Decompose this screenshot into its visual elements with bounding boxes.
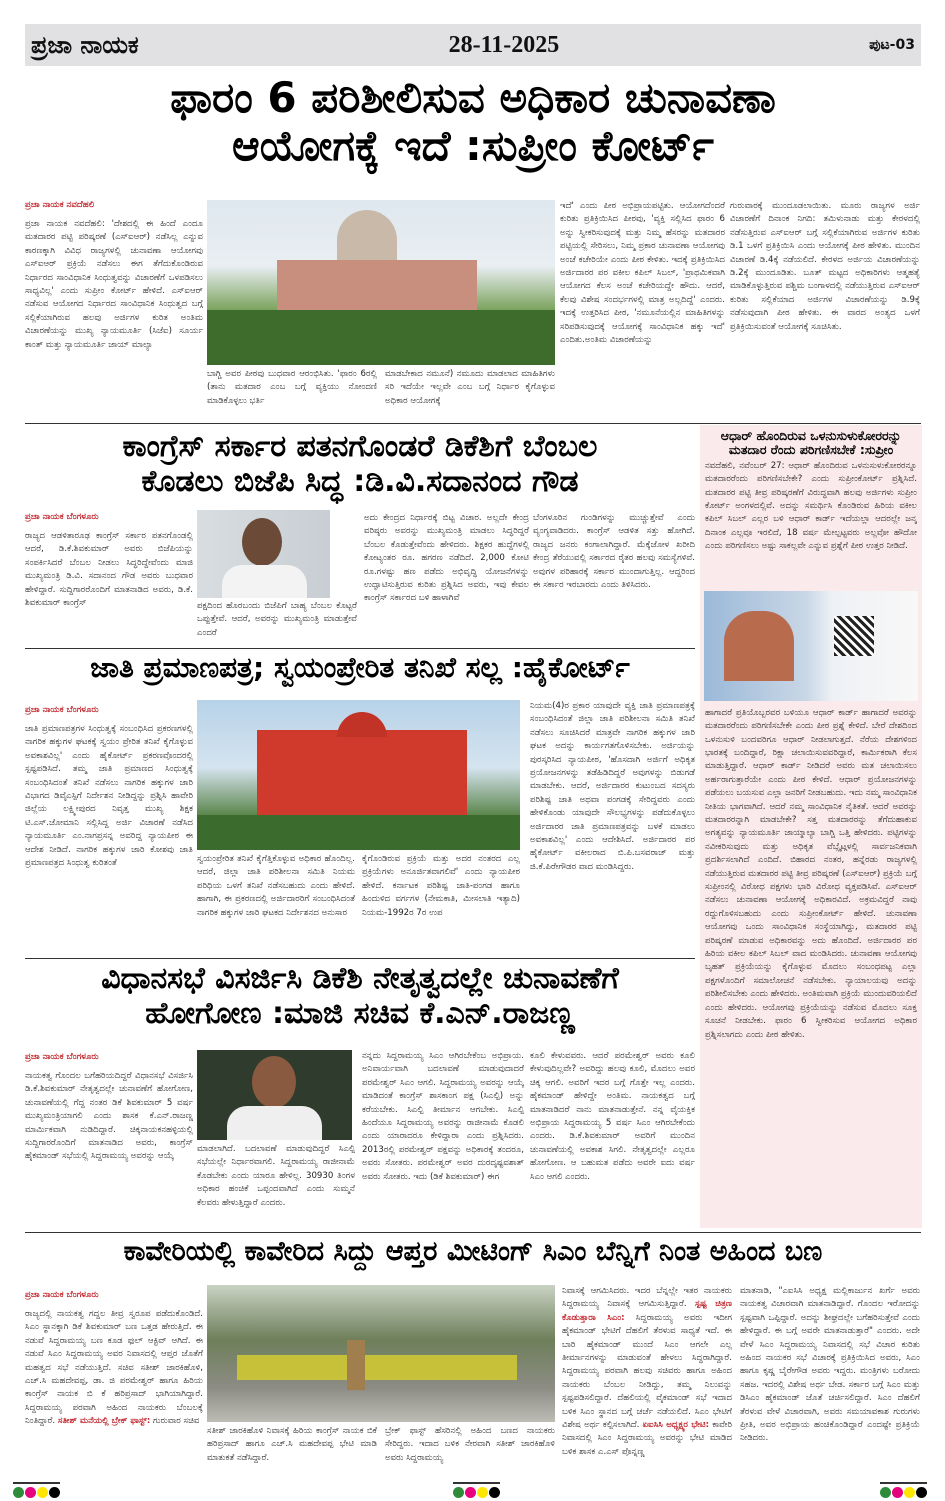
headline-4 [25,962,695,1031]
article-text: ಮಾತನಾಡಿ, "ಎಐಸಿಸಿ ಅಧ್ಯಕ್ಷ ಮಲ್ಲಿಕಾರ್ಜುನ ಖರ್ಗೆ ಅವರು ನಾಯಕತ್ವ ವಿಚಾರವಾಗಿ ಮಾತನಾಡಿದ್ದಾರೆ. ಗೊಂದಲ ಇರೋದನ್ನು ಸ್ಪಷ್ಟವಾಗಿ ಒಪ್ಪಿದ್ದಾರೆ. ಅದನ್ನು ಶೀಘ್ರದಲ್ಲೇ ಬಗೆಹರಿಸುತ್ತೇವೆ ಎಂದು ಹೇಳಿದ್ದಾರೆ. ಈ ಬಗ್ಗೆ ಅವರೇ ಮಾತನಾಡುತ್ತಾರೆ" ಎಂದರು. ಅದೇ ವೇಳೆ ಸಿಎಂ ಸಿದ್ದರಾಮಯ್ಯ ನಿವಾಸದಲ್ಲಿ ಸಭೆ ವಿಚಾರ ಕುರಿತು ಅಹಿಂದ ನಾಯಕರ ಸಭೆ ವಿಚಾರಕ್ಕೆ ಪ್ರತಿಕ್ರಿಯಿಸಿದ ಅವರು, ಸಿಎಂ ಹಾಗೂ ಕೃಷ್ಣ ಬೈರೇಗೌಡ ಅವರು ಇದ್ದರು. ಮಂತ್ರಿಗಳು ಬರೋದು ಸಹಜ. ಇದರಲ್ಲಿ ವಿಶೇಷ ಅರ್ಥ ಬೇಡ. ಸರ್ಕಾರ ಬಗ್ಗೆ ಸಿಎಂ ಮತ್ತು ಡಿಸಿಎಂ ಹೈಕಮಾಂಡ್ ಜೊತೆ ಚರ್ಚಿಸಲಿದ್ದಾರೆ. ಸಿಎಂ ದೆಹಲಿಗೆ ತೆರಳುವ ವೇಳೆ ವಿಚಾರವಾಗಿ, ಅವರು ಸಮಯಾವಕಾಶ ಗುರುಗಳು ಪ್ರೀತಿ, ಅವರ ಅಭಿಪ್ರಾಯ ಹಂಚಿಕೊಂಡಿದ್ದಾರೆ ಎಂದಷ್ಟೇ ಪ್ರತಿಕ್ರಿಯೆ ನೀಡಿದರು. [740,1286,920,1444]
kn-rajanna-photo [197,1050,352,1140]
article-text [562,1285,732,1470]
qr-code-icon [834,616,874,656]
article-text: ಮಾಡಬೇಕಾದ ನಮೂನೆ) ನಮೂದು ಮಾಡಲಾದ ಮಾಹಿತಿಗಳು ಸರಿ ಇದೆಯೇ ಇಲ್ಲವೇ ಎಂಬ ಬಗ್ಗೆ ನಿರ್ಧಾರ ಕೈಗೊಳ್ಳುವ ಅಧಿಕಾರ ಆಯೋಗಕ್ಕೆ [385,369,555,406]
text-run: ರಾಜ್ಯದಲ್ಲಿ ನಾಯಕತ್ವ ಗದ್ದಲ ತೀವ್ರ ಸ್ವರೂಪ ಪಡೆದುಕೊಂಡಿದೆ. ಸಿಎಂ ಸ್ಥಾನಕ್ಕಾಗಿ ಡಿಕೆ ಶಿವಕುಮಾರ್ ಬಣ ಒತ್ತಡ ಹೇರುತ್ತಿದೆ. ಈ ನಡುವೆ ಸಿದ್ದರಾಮಯ್ಯ ಬಣ ಕೂಡ ಫುಲ್ ಆಕ್ಟಿವ್ ಆಗಿದೆ. ಈ ನಡುವೆ ಸಿಎಂ ಸಿದ್ದರಾಮಯ್ಯ ಅವರ ನಿವಾಸದಲ್ಲಿ ಆಪ್ತರ ಜೊತೆಗೆ ಮಹತ್ವದ ಸಭೆ ನಡೆಯುತ್ತಿದೆ. ಸಚಿವ ಸತೀಶ್ ಜಾರಕಿಹೊಳಿ, ಎಚ್.ಸಿ ಮಹದೇವಪ್ಪ, ಡಾ. ಜಿ ಪರಮೇಶ್ವರ್ ಹಾಗೂ ಹಿರಿಯ ಕಾಂಗ್ರೆಸ್ ನಾಯಕ ಬಿ ಕೆ ಹರಿಪ್ರಸಾದ್ ಭಾಗಿಯಾಗಿದ್ದಾರೆ. ಸಿದ್ದರಾಮಯ್ಯ ಪರವಾಗಿ ಅಹಿಂದ ನಾಯಕರು ಬೆಂಬಲಕ್ಕೆ ನಿಂತಿದ್ದಾರೆ. [25,1309,203,1427]
text-run: ಗುರುವಾರ ಸಚಿವ [150,1416,200,1427]
article-text: ಬ್ರೇಕ್ ಫಾಸ್ಟ್ ಹೆಸರಿನಲ್ಲಿ ಅಹಿಂದ ಬಣದ ನಾಯಕರು ಸೇರಿದ್ದರು. ಇದಾದ ಬಳಿಕ ನೇರವಾಗಿ ಸತೀಶ್ ಜಾರಕಿಹೊಳಿ ಅವರು ಸಿದ್ದರಾಮಯ್ಯ [385,1426,555,1463]
divider [25,648,695,649]
high-court-photo [197,700,520,850]
article-text: ಗುರುವಾರಕ್ಕೆ ಮುಂದೂಡಲಾಯಿತು. ಮೂರು ರಾಜ್ಯಗಳ ಅರ್ಜಿ ವಿಚಾರಣೆಗೆ ದಿನಾಂಕ ನಿಗದಿ: ತಮಿಳುನಾಡು ಮತ್ತು ಕೇರಳದಲ್ಲಿ ನಡೆಸುತ್ತಿರುವ ಎಸ್ಐಆರ್ ಬಗ್ಗೆ ಸಲ್ಲಿಕೆಯಾಗಿರುವ ಅರ್ಜಿಗಳ ಕುರಿತು ಡಿ.1 ಒಳಗೆ ಪ್ರತಿಕ್ರಿಯಿಸಿ ಎಂದು ಆಯೋಗಕ್ಕೆ ಪೀಠ ಹೇಳಿತು. ಮುಂದಿನ ವಿಚಾರಣೆ ಡಿ.4ಕ್ಕೆ ನಡೆಯಲಿದೆ. ಕೇರಳದ ಅರ್ಜಿಯ ವಿಚಾರಣೆಯನ್ನು ಡಿ.2ಕ್ಕೆ ಮುಂದೂಡಿತು. ಬೂತ್ ಮಟ್ಟದ ಅಧಿಕಾರಿಗಳು ಆತ್ಮಹತ್ಯೆ ಮಾಡಿಕೊಳ್ಳುತ್ತಿರುವ ಪಶ್ಚಿಮ ಬಂಗಾಳದಲ್ಲಿ ನಡೆಯುತ್ತಿರುವ ಎಸ್ಐಆರ್ ಕುರಿತು ಸಲ್ಲಿಕೆಯಾದ ಅರ್ಜಿಗಳ ವಿಚಾರಣೆಯನ್ನು ಡಿ.9ಕ್ಕೆ ನಡೆಸುವುದಾಗಿ ಪೀಠ ಹೇಳಿತು. ಈ ವಾರದ ಅಂತ್ಯದ ಒಳಗೆ ಪ್ರತಿಕ್ರಿಯಿಸುವಂತೆ ಆಯೋಗಕ್ಕೆ ಸೂಚಿಸಿತು. [730,201,920,332]
headline-line: ಕಾಂಗ್ರೆಸ್ ಸರ್ಕಾರ ಪತನಗೊಂಡರೆ ಡಿಕೆಶಿಗೆ ಬೆಂಬಲ [122,429,598,464]
color-dot [453,1487,464,1498]
color-dot [904,1487,915,1498]
headline-line: ಕಾವೇರಿಯಲ್ಲಿ ಕಾವೇರಿದ ಸಿದ್ದು ಆಪ್ತರ ಮೀಟಿಂಗ್ ಸಿಎಂ ಬೆನ್ನಿಗೆ ನಿಂತ ಅಹಿಂದ ಬಣ [123,1236,823,1267]
newspaper-name: ಪ್ರಜಾ ನಾಯಕ [31,31,139,59]
byline: ಪ್ರಜಾ ನಾಯಕ ನವದೆಹಲಿ [25,200,95,210]
masthead [25,24,921,66]
article-text: ಹಾಗಾದರೆ ಪ್ರತಿಯೊಬ್ಬರವರ ಬಳಿಯೂ ಆಧಾರ್ ಕಾರ್ಡ್ ಹಾಗಾದರೆ ಅವರನ್ನು ಮತದಾರರೆಂದು ಪರಿಗಣಿಸಬೇಕೇ ಎಂದು ಪೀಠ ಪ್ರಶ್ನೆ ಕೇಳಿದೆ. ಬೇರೆ ದೇಶದಿಂದ ಒಳನುಸುಳಿ ಬಂದವರಿಗೂ ಆಧಾರ್ ನೀಡಲಾಗುತ್ತದೆ. ನೆರೆಯ ದೇಶಗಳಿಂದ ಭಾರತಕ್ಕೆ ಬಂದಿದ್ದಾರೆ, ರಿಕ್ಷಾ ಚಲಾಯಿಸುವವರಿದ್ದಾರೆ, ಕಾರ್ಮಿಕರಾಗಿ ಕೆಲಸ ಮಾಡುತ್ತಿದ್ದಾರೆ. ಆಧಾರ್ ಕಾರ್ಡ್ ನೀಡಿದರೆ ಅವರು ಮತ ಚಲಾಯಿಸಲು ಅರ್ಹರಾಗುತ್ತಾರೆಯೇ ಎಂದು ಪೀಠ ಕೇಳಿದೆ. ಆಧಾರ್ ಪ್ರಯೋಜನಗಳನ್ನು ಪಡೆಯಲು ಬಯಸುವ ಎಲ್ಲಾ ಜನರಿಗೆ ನೀಡಬಹುದು. ಇದು ನಮ್ಮ ಸಾಂವಿಧಾನಿಕ ನೀತಿಯ ಭಾಗವಾಗಿದೆ. ಆದರೆ ನಮ್ಮ ಸಾಂವಿಧಾನಿಕ ನೈತಿಕತೆ. ಆದರೆ ಅವರನ್ನು ಮತದಾರರನ್ನಾಗಿ ಮಾಡಬೇಕೇ? ಸತ್ತ ಮತದಾರರನ್ನು ತೆಗೆದುಹಾಕುವ ಅಗತ್ಯವನ್ನು ನ್ಯಾಯಮೂರ್ತಿ ಜಾಯ್ಮಾಲ್ಯಾ ಬಾಗ್ಚಿ ಒತ್ತಿ ಹೇಳಿದರು. ಪಟ್ಟಿಗಳನ್ನು ನವೀಕರಿಸುವುದು ಮತ್ತು ಅಧಿಕೃತ ವೆಬ್ಸೈಟ್ಗಳಲ್ಲಿ ಸಾರ್ವಜನಿಕವಾಗಿ ಪ್ರದರ್ಶಿಸಲಾಗಿದೆ ಎಂದಿದೆ. ಬಿಹಾರದ ನಂತರ, ಹನ್ನೆರಡು ರಾಜ್ಯಗಳಲ್ಲಿ ನಡೆಯುತ್ತಿರುವ ಮತದಾರರ ಪಟ್ಟಿ ತೀವ್ರ ಪರಿಷ್ಕರಣೆ (ಎಸ್ಐಆರ್) ಪ್ರಕ್ರಿಯೆ ಬಗ್ಗೆ ಸುಪ್ರೀಂನಲ್ಲಿ ವಿರೋಧ ಪಕ್ಷಗಳು ಭಾರಿ ವಿರೋಧ ವ್ಯಕ್ತಪಡಿಸಿವೆ. ಎಸ್ಐಆರ್ ನಡೆಸಲು ಚುನಾವಣಾ ಆಯೋಗಕ್ಕೆ ಅಧಿಕಾರವಿದೆ. ಅಕ್ರಮವಿದ್ದರೆ ನಾವು ರದ್ದುಗೊಳಿಸಬಹುದು ಎಂದು ಸುಪ್ರೀಂಕೋರ್ಟ್ ಹೇಳಿದೆ. ಚುನಾವಣಾ ಆಯೋಗವು ಒಂದು ಸಾಂವಿಧಾನಿಕ ಸಂಸ್ಥೆಯಾಗಿದ್ದು, ಮತದಾರರ ಪಟ್ಟಿ ಪರಿಷ್ಕರಣೆ ಮಾಡುವ ಅಧಿಕಾರವನ್ನು ಅದು ಹೊಂದಿದೆ. ಅರ್ಜಿದಾರರ ಪರ ಹಿರಿಯ ವಕೀಲ ಕಪಿಲ್ ಸಿಬಲ್ ವಾದ ಮಂಡಿಸಿದರು. ಚುನಾವಣಾ ಆಯೋಗವು ಬೃಹತ್ ಪ್ರಕ್ರಿಯೆಯನ್ನು ಕೈಗೊಳ್ಳುವ ಮೊದಲು ಸಂಬಂಧಪಟ್ಟ ಎಲ್ಲಾ ಪಕ್ಷಗಳೊಂದಿಗೆ ಸಮಾಲೋಚನೆ ನಡೆಸಬೇಕು. ನ್ಯಾಯಾಲಯವು ಅದನ್ನು ಪರಿಶೀಲಿಸಬೇಕು ಎಂದು ಹೇಳಿದರು. ಅಂತಿಮವಾಗಿ ಪ್ರಕ್ರಿಯೆ ಮುಂದುವರಿಯಲಿದೆ ಎಂದು ಹೇಳಿದರು. ಆಯೋಗವು ಪ್ರಕ್ರಿಯೆಯನ್ನು ನಡೆಸುವ ಮೊದಲು ಸೂಕ್ತ ಸೂಚನೆ ನೀಡಬೇಕು. ಫಾರಂ 6 ಸ್ವೀಕರಿಸುವ ಆಯೋಗದ ಅಧಿಕಾರ ಪ್ರಶ್ನಿಸಲಾಗದು ಎಂದು ಪೀಠ ಹೇಳಿತು. [705,707,917,1040]
sadananda-gowda-photo [197,510,330,598]
supreme-court-photo [207,200,555,365]
article-1-col-1 [25,200,203,423]
article-text: ಜಾತಿ ಪ್ರಮಾಣಪತ್ರಗಳ ಸಿಂಧುತ್ವಕ್ಕೆ ಸಂಬಂಧಿಸಿದ ಪ್ರಕರಣಗಳಲ್ಲಿ ನಾಗರಿಕ ಹಕ್ಕುಗಳ ಘಟಕಕ್ಕೆ ಸ್ವಯಂ ಪ್ರೇರಿತ ತನಿಖೆ ಕೈಗೊಳ್ಳುವ ಅವಕಾಶವಿಲ್ಲ' ಎಂದು ಹೈಕೋರ್ಟ್ ಪ್ರಕರಣವೊಂದರಲ್ಲಿ ಸ್ಪಷ್ಟಪಡಿಸಿದೆ. ತಮ್ಮ ಜಾತಿ ಪ್ರಮಾಣದ ಸಿಂಧುತ್ವಕ್ಕೆ ಸಂಬಂಧಿಸಿದಂತೆ ತನಿಖೆ ನಡೆಸಲು ನಾಗರಿಕ ಹಕ್ಕುಗಳ ಜಾರಿ ವಿಭಾಗದ ಡಿವೈಎಸ್ಪಿಗೆ ನಿರ್ದೇಶನ ನೀಡಿದ್ದನ್ನು ಪ್ರಶ್ನಿಸಿ ಹಾವೇರಿ ಜಿಲ್ಲೆಯ ಲಕ್ಷ್ಮೀಪುರದ ನಿವೃತ್ತ ಮುಖ್ಯ ಶಿಕ್ಷಕ ಟಿ.ಎಸ್.ಜೋಮಾನಿ ಸಲ್ಲಿಸಿದ್ದ ಅರ್ಜಿ ವಿಚಾರಣೆ ನಡೆಸಿದ ನ್ಯಾಯಮೂರ್ತಿ ಎಂ.ನಾಗಪ್ರಸನ್ನ ಅವರಿದ್ದ ನ್ಯಾಯಪೀಠ ಈ ಆದೇಶ ನೀಡಿದೆ. ನಾಗರಿಕ ಹಕ್ಕುಗಳ ಜಾರಿ ಕೋಶವು ಜಾತಿ ಪ್ರಮಾಣಪತ್ರದ ಸಿಂಧುತ್ವ ಕುರಿತಂತೆ [25,724,193,869]
color-dot [916,1487,927,1498]
article-text [25,1308,203,1473]
article-text: ಬಾಗ್ಚಿ ಅವರ ಪೀಠವು ಬುಧವಾರ ಆರಂಭಿಸಿತು. 'ಫಾರಂ 6ರಲ್ಲಿ (ತಾನು ಮತದಾರ ಎಂಬ ಬಗ್ಗೆ ವ್ಯಕ್ತಿಯು ನೋಂದಣಿ ಮಾಡಿಕೊಳ್ಳಲು ಭರ್ತಿ [207,369,377,406]
subheading: ಸ್ಪಷ್ಟ ಚಿತ್ರಣ ಕೊಡುತ್ತಾರಾ ಸಿಎಂ: [562,1299,732,1323]
color-dot [37,1487,48,1498]
article-text: ಪ್ರಜಾ ನಾಯಕ ನವದೆಹಲಿ: 'ದೇಶದಲ್ಲಿ ಈ ಹಿಂದೆ ಎಂದೂ ಮತದಾರರ ಪಟ್ಟಿ ಪರಿಷ್ಕರಣೆ (ಎಸ್ಐಆರ್) ನಡೆಸಿಲ್ಲ ಎನ್ನುವ ಕಾರಣಕ್ಕಾಗಿ ವಿವಿಧ ರಾಜ್ಯಗಳಲ್ಲಿ ಚುನಾವಣಾ ಆಯೋಗವು ಎಸ್ಐಆರ್ ಪ್ರಕ್ರಿಯೆ ನಡೆಸಲು ಈಗ ತೆಗೆದುಕೊಂಡಿರುವ ನಿರ್ಧಾರದ ಸಾಂವಿಧಾನಿಕ ಸಿಂಧುತ್ವವನ್ನು ವಿಚಾರಣೆಗೆ ಒಳಪಡಿಸಲು ಸಾಧ್ಯವಿಲ್ಲ' ಎಂದು ಸುಪ್ರೀಂ ಕೋರ್ಟ್ ಹೇಳಿದೆ. ಎಸ್ಐಆರ್ ನಡೆಸುವ ಆಯೋಗದ ನಿರ್ಧಾರದ ಸಾಂವಿಧಾನಿಕ ಸಿಂಧುತ್ವದ ಬಗ್ಗೆ ಸಲ್ಲಿಕೆಯಾಗಿರುವ ಹಲವು ಅರ್ಜಿಗಳ ಕುರಿತ ಅಂತಿಮ ವಿಚಾರಣೆಯನ್ನು ಮುಖ್ಯ ನ್ಯಾಯಮೂರ್ತಿ (ಸಿಜೆಐ) ಸೂರ್ಯ ಕಾಂತ್ ಮತ್ತು ನ್ಯಾಯಮೂರ್ತಿ ಜಾಯ್ ಮಾಲ್ಯಾ [25,219,203,350]
byline: ಪ್ರಜಾ ನಾಯಕ ಬೆಂಗಳೂರು [25,1052,99,1062]
color-dot [49,1487,60,1498]
article-text: ಸ್ವಯಂಪ್ರೇರಿತ ತನಿಖೆ ಕೈಗೆತ್ತಿಕೊಳ್ಳುವ ಅಧಿಕಾರ ಹೊಂದಿಲ್ಲ. ಆದರೆ, ಜಿಲ್ಲಾ ಜಾತಿ ಪರಿಶೀಲನಾ ಸಮಿತಿ ನಿಯಮ ಪರಿಧಿಯ ಒಳಗೆ ತನಿಖೆ ನಡೆಸಬಹುದು ಎಂದು ಹೇಳಿದೆ. ಹಾಗಾಗಿ, ಈ ಪ್ರಕರಣದಲ್ಲಿ ಅರ್ಜಿದಾರರಿಗೆ ಸಂಬಂಧಿಸಿದಂತೆ ನಾಗರಿಕ ಹಕ್ಕುಗಳ ಜಾರಿ ಘಟಕದ ನಿರ್ದೇಶನದ ಅನುಸಾರ [197,854,355,918]
headline-5 [25,1236,921,1267]
headline-1 [25,74,921,171]
divider [25,423,921,424]
article-text: ನವದೆಹಲಿ, ನವೆಂಬರ್ 27: ಆಧಾರ್ ಹೊಂದಿರುವ ಒಳನುಸುಳುಕೋರರನ್ನೂ ಮತದಾರರೆಂದು ಪರಿಗಣಿಸಬೇಕೇ? ಎಂದು ಸುಪ್ರೀಂಕೋರ್ಟ್ ಪ್ರಶ್ನಿಸಿದೆ. ಮತದಾರರ ಪಟ್ಟಿ ತೀವ್ರ ಪರಿಷ್ಕರಣೆಗೆ ವಿರುದ್ಧವಾಗಿ ಹಲವು ಅರ್ಜಿಗಳು ಸುಪ್ರೀಂ ಕೋರ್ಟ್ ಅಂಗಳದಲ್ಲಿವೆ. ಅದನ್ನು ಸಮರ್ಥಿಸಿ ಕೊಂಡಿರುವ ಹಿರಿಯ ವಕೀಲ ಕಪಿಲ್ ಸಿಬಲ್ ಎಲ್ಲರ ಬಳಿ ಆಧಾರ್ ಕಾರ್ಡ್ ಇದೆಯಲ್ಲಾ ಆದರಲ್ಲೇ ಜನ್ಮ ದಿನಾಂಕ ಎಲ್ಲವೂ ಇರಲಿದೆ, 18 ವರ್ಷ ಮೇಲ್ಪಟ್ಟವರು ಅಲ್ಲವೋ ಹೌದೋ ಎಂದು ಪರಿಗಣಿಸಲು ಅಷ್ಟು ಸಾಕಲ್ಲವೇ ಎನ್ನುವ ಪ್ರಶ್ನೆಗೆ ಪೀಠ ಉತ್ತರ ನೀಡಿದೆ. [705,460,917,552]
color-dot [25,1487,36,1498]
subheading: ಏಐಸಿಸಿ ಅಧ್ಯಕ್ಷ್ಯರ ಭೇಟಿ: [642,1420,710,1431]
subheading: ಸತೀಶ್ ಮನೆಯಲ್ಲಿ ಬ್ರೇಕ್ ಫಾಸ್ಟ್: [57,1416,151,1427]
color-dot [892,1487,903,1498]
text-run: ಸಿದ್ದರಾಮಯ್ಯ ಅವರು ಇದೀಗ ಹೈಕಮಾಂಡ್ ಭೇಟಿಗೆ ದೆಹಲಿಗೆ ತೆರಳುವ ಸಾಧ್ಯತೆ ಇದೆ. ಈ ಬಾರಿ ಹೈಕಮಾಂಡ್ ಮುಂದೆ ಸಿಎಂ ಆಗಲೇ ಎಲ್ಲ ತೀರ್ಮಾನಗಳನ್ನು ಮಾಡುವಂತೆ ಹೇಳಲು ಸಿದ್ಧರಾಗಿದ್ದಾರೆ. ಸಿದ್ದರಾಮಯ್ಯ ಪರವಾಗಿ ಹಲವು ಸಚಿವರು ಹಾಗೂ ಅಹಿಂದ ನಾಯಕರು ಬೆಂಬಲ ನೀಡಿದ್ದು, ತಮ್ಮ ನಿಲುವನ್ನು ಸ್ಪಷ್ಟಪಡಿಸಲಿದ್ದಾರೆ. ದೆಹಲಿಯಲ್ಲಿ ವೈಕಮಾಂಡ್ ಸಭೆ ಇದಾದ ಬಳಿಕ ಸಿಎಂ ಸ್ಥಾನದ ಬಗ್ಗೆ ಚರ್ಚೆ ನಡೆಯಲಿದೆ. ಸಿಎಂ ಭೇಟಿಗೆ ವಿಶೇಷ ಅರ್ಥ ಕಲ್ಪಿಸಲಾಗಿದೆ. [562,1312,732,1431]
sidebar-aadhaar-article [700,425,922,1228]
headline-line: ವಿಧಾನಸಭೆ ವಿಸರ್ಜಿಸಿ ಡಿಕೆಶಿ ನೇತೃತ್ವದಲ್ಲೇ ಚುನಾವಣೆಗೆ [101,961,619,996]
article-text: ನನ್ನದು ಸಿದ್ದರಾಮಯ್ಯ ಸಿಎಂ ಆಗಿರಬೇಕೆಂಬ ಅಭಿಪ್ರಾಯ. ಅನಿವಾರ್ಯವಾಗಿ ಬದಲಾವಣೆ ಮಾಡುವುದಾದರೆ ಪರಮೇಶ್ವರ್ ಸಿಎಂ ಆಗಲಿ. ಸಿದ್ದರಾಮಯ್ಯ ಅವರನ್ನು ಆಯ್ಕೆ ಮಾಡಿದಂತೆ ಕಾಂಗ್ರೆಸ್ ಶಾಸಕಾಂಗ ಪಕ್ಷ (ಸಿಎಲ್ಪಿ) ಅನ್ನು ಕರೆಯಬೇಕು. ಸಿಎಲ್ಪಿ ತೀರ್ಮಾನ ಆಗಬೇಕು. ಸಿಎಲ್ಪಿ ಹಿಂದೆಯೂ ಸಿದ್ದರಾಮಯ್ಯ ಅವರನ್ನು ರಾಜೀನಾಮೆ ಕೊಡಲಿ ಎಂದು ಯಾರಾದರೂ ಕೇಳಿದ್ದಾರಾ ಎಂದು ಪ್ರಶ್ನಿಸಿದರು. 2013ರಲ್ಲಿ ಪರಮೇಶ್ವರ್ ಪಕ್ಷವನ್ನು ಅಧಿಕಾರಕ್ಕೆ ತಂದರೂ, ಅವರು ಸೋತರು. ಪರಮೇಶ್ವರ್ ಅವರ ದುರದೃಷ್ಟವಶಾತ್ ಅವರು ಸೋತರು. ಇದು (ಡಿಕೆ ಶಿವಕುಮಾರ್) ಈಗ [362,1051,524,1182]
color-dot [13,1487,24,1498]
headline-line: ಫಾರಂ 6 ಪರಿಶೀಲಿಸುವ ಅಧಿಕಾರ ಚುನಾವಣಾ [170,73,776,122]
article-text: ರಾಜ್ಯದ ಆಡಳಿತಾರೂಢ ಕಾಂಗ್ರೆಸ್ ಸರ್ಕಾರ ಪತನಗೊಂಡಲ್ಲಿ ಆದರೆ, ಡಿ.ಕೆ.ಶಿವಕುಮಾರ್ ಅವರು ಬಿಜೆಪಿಯನ್ನು ಸಂಪರ್ಕಿಸಿದರೆ ಬೆಂಬಲ ನೀಡಲು ಸಿದ್ಧರಿದ್ದೇವೆಂದು ಮಾಜಿ ಮುಖ್ಯಮಂತ್ರಿ ಡಿ.ವಿ. ಸದಾನಂದ ಗೌಡ ಅವರು ಬುಧವಾರ ಹೇಳಿದ್ದಾರೆ. ಸುದ್ದಿಗಾರರೊಂದಿಗೆ ಮಾತನಾಡಿದ ಅವರು, ಡಿ.ಕೆ. ಶಿವಕುಮಾರ್ ಕಾಂಗ್ರೆಸ್ [25,531,193,609]
registration-marks [453,1482,500,1498]
registration-marks [880,1482,927,1498]
article-text: ಇದೆ' ಎಂದು ಪೀಠ ಅಭಿಪ್ರಾಯಪಟ್ಟಿತು. ಆಯೋಗದೆಂದರೆ ಕುರಿತು ಪ್ರತಿಕ್ರಿಯಿಸಿದ ಪೀಠವು, 'ವ್ಯಕ್ತಿ ಸಲ್ಲಿಸಿದ ಫಾರಂ 6 ಅನ್ನು ಸ್ವೀಕರಿಸುವುದಕ್ಕೆ ಮತ್ತು ನಿಮ್ಮ ಹೆಸರನ್ನು ಮತದಾರರ ಪಟ್ಟಿಯಲ್ಲಿ ಸೇರಿಸಲು, ನಿಮ್ಮ ಪ್ರಕಾರ ಚುನಾವಣಾ ಆಯೋಗವು ಅಂಚೆ ಕಚೇರಿಯೇ ಎಂದು ಪೀಠ ಕೇಳಿತು. ಇದಕ್ಕೆ ಪ್ರತಿಕ್ರಿಯಿಸಿದ ಅರ್ಜಿದಾರರ ಪರ ವಕೀಲ ಕಪಿಲ್ ಸಿಬಲ್, 'ಪ್ರಾಥಮಿಕವಾಗಿ ಆಯೋಗದ ಕೆಲಸ ಅಂಚೆ ಕಚೇರಿಯದ್ದೇ ಹೌದು. ಆದರೆ, ಕೆಲವು ವಿಶೇಷ ಸಂದರ್ಭಗಳಲ್ಲಿ ಮಾತ್ರ ಅಲ್ಲದಿದ್ದೆ' ಎಂದರು. ಇದಕ್ಕೆ ಉತ್ತರಿಸಿದ ಪೀಠ, 'ನಮೂನೆಯಲ್ಲಿನ ಮಾಹಿತಿಗಳನ್ನು ಸರಿಪಡಿಸುವುದಕ್ಕೆ ಆಯೋಗಕ್ಕೆ ಸಾಂವಿಧಾನಿಕ ಹಕ್ಕು ಇದೆ' ಎಂದಿತು.ಅಂತಿಮ ವಿಚಾರಣೆಯನ್ನು [560,201,725,346]
byline: ಪ್ರಜಾ ನಾಯಕ ಬೆಂಗಳೂರು [25,705,99,715]
headline-3 [25,652,695,684]
article-text: ಸತೀಶ್ ಜಾರಕಿಹೊಳಿ ನಿವಾಸಕ್ಕೆ ಹಿರಿಯ ಕಾಂಗ್ರೆಸ್ ನಾಯಕ ಬಿಕೆ ಹರಿಪ್ರಸಾದ್ ಹಾಗೂ ಎಚ್.ಸಿ ಮಹದೇವಪ್ಪ ಭೇಟಿ ಮಾಡಿ ಮಾತುಕತೆ ನಡೆಸಿದ್ದಾರೆ. [207,1426,377,1463]
color-dot [489,1487,500,1498]
headline-line: ಮತದಾರ ರೆಂದು ಪರಿಗಣಿಸಬೇಕೆ :ಸುಪ್ರೀಂ [728,442,894,458]
cm-residence-photo [207,1285,555,1422]
article-text: ಕೂಲಿ ಕೇಳುವವರು. ಆದರೆ ಪರಮೇಶ್ವರ್ ಅವರು ಕೂಲಿ ಕೇಳುವುದಿಲ್ಲವೇ? ಅವರಿದ್ದು ಹಲವು ಕೂಲಿ, ಮೊದಲು ಅವರ ಚಿಕ್ಕ ಆಗಲಿ. ಅವರಿಗೆ ಇದರ ಬಗ್ಗೆ ಗೊತ್ತೇ ಇಲ್ಲ ಎಂದರು. ಹೈಕಮಾಂಡ್ ಹೇಳಿದ್ದೇ ಅಂತಿಮ. ನಾಯಕತ್ವದ ಬಗ್ಗೆ ಮಾತನಾಡಿದರೆ ನಾನು ಮಾತನಾಡುತ್ತೇನೆ. ನನ್ನ ವೈಯಕ್ತಿಕ ಅಭಿಪ್ರಾಯ ಸಿದ್ದರಾಮಯ್ಯ 5 ವರ್ಷ ಸಿಎಂ ಆಗಿರಬೇಕೆಂದು ಎಂದರು. ಡಿ.ಕೆ.ಶಿವಕುಮಾರ್ ಅವರಿಗೆ ಮುಂದಿನ ಚುನಾವಣೆಯಲ್ಲಿ ಅವಕಾಶ ಸಿಗಲಿ. ನೇತೃತ್ವದಲ್ಲೇ ಎಲ್ಲರೂ ಹೋಗೋಣ. ಆ ಬಹುಮತ ಪಡೆದು ಅವರೇ ಐದು ವರ್ಷ ಸಿಎಂ ಆಗಲಿ ಎಂದರು. [530,1051,695,1182]
headline-line: ಜಾತಿ ಪ್ರಮಾಣಪತ್ರ; ಸ್ವಯಂಪ್ರೇರಿತ ತನಿಖೆ ಸಲ್ಲ :ಹೈಕೋರ್ಟ್ [90,651,630,684]
divider [25,1232,921,1233]
color-dot [880,1487,891,1498]
article-4-col-1 [25,1052,193,1230]
sidebar-headline [704,429,918,458]
supreme-court-aadhaar-photo [704,591,918,701]
registration-marks [13,1482,60,1498]
article-5-col-1 [25,1290,203,1473]
color-dot [477,1487,488,1498]
issue-date: 28-11-2025 [448,31,560,58]
article-text: ಕೈಗೊಂಡಿರುವ ಪ್ರಕ್ರಿಯೆ ಮತ್ತು ಅದರ ನಂತರದ ಎಲ್ಲ ಪ್ರಕ್ರಿಯೆಗಳು ಅನೂರ್ಜಿತವಾಗಲಿವೆ' ಎಂದು ನ್ಯಾಯಪೀಠ ಹೇಳಿದೆ. ಕರ್ನಾಟಕ ಪರಿಶಿಷ್ಟ ಜಾತಿ-ಪಂಗಡ ಹಾಗೂ ಹಿಂದುಳಿದ ವರ್ಗಗಳ (ನೇಮಕಾತಿ, ಮೀಸಲಾತಿ ಇತ್ಯಾದಿ) ನಿಯಮ-1992ರ 7ರ ಉಪ [362,854,520,918]
headline-line: ಆಧಾರ್ ಹೊಂದಿರುವ ಒಳನುಸುಳುಕೋರರನ್ನು [720,428,902,443]
headline-line: ಆಯೋಗಕ್ಕೆ ಇದೆ :ಸುಪ್ರೀಂ ಕೋರ್ಟ್ [232,121,714,171]
byline: ಪ್ರಜಾ ನಾಯಕ ಬೆಂಗಳೂರು [25,512,99,522]
headline-2 [25,430,695,499]
headline-line: ಕೊಡಲು ಬಿಜೆಪಿ ಸಿದ್ಧ :ಡಿ.ವಿ.ಸದಾನಂದ ಗೌಡ [141,463,579,499]
text-run: ನಿವಾಸಕ್ಕೆ ಆಗಮಿಸಿದರು. ಇದರ ಬೆನ್ನಲ್ಲೇ ಇತರ ನಾಯಕರು ಸಿದ್ದರಾಮಯ್ಯ ನಿವಾಸಕ್ಕೆ ಆಗಮಿಸುತ್ತಿದ್ದಾರೆ. [562,1286,732,1310]
article-2-col-1 [25,512,193,650]
article-text: ಮಾಡಲಾಗಿದೆ. ಬದಲಾವಣೆ ಮಾಡುವುದಿದ್ದರೆ ಸಿಎಲ್ಪಿ ಸಭೆಯಲ್ಲೇ ನಿರ್ಧಾರವಾಗಲಿ. ಸಿದ್ದರಾಮಯ್ಯ ರಾಜೀನಾಮೆ ಕೊಡಬೇಕು ಎಂದು ಯಾರೂ ಹೇಳಿಲ್ಲ. 30930 ತಿಂಗಳ ಅಧಿಕಾರ ಹಂಚಿಕೆ ಒಪ್ಪಂದವಾಗಿದೆ ಎಂದು ಸುಮ್ಮನೆ ಕೆಲವರು ಹೇಳುತ್ತಿದ್ದಾರೆ ಎಂದರು. [197,1144,355,1208]
color-dot [465,1487,476,1498]
article-text: ಅದು ಕೇಂದ್ರದ ನಿರ್ಧಾರಕ್ಕೆ ಬಿಟ್ಟ ವಿಚಾರ. ಅಲ್ಲದೇ ಕೇಂದ್ರ ವರಿಷ್ಠರು ಅವರನ್ನು ಮುಖ್ಯಮಂತ್ರಿ ಮಾಡಲು ಸಿದ್ಧರಿದ್ದರೆ ಬೆಂಬಲ ಕೊಡುತ್ತೇವೆಂದು ಹೇಳಿದರು. ಶಿಕ್ಷಕರ ಹುದ್ದೆಗಳಲ್ಲಿ ಕೋಟ್ಯಂತರ ರೂ. ಹಗರಣ ನಡೆದಿದೆ. 2,000 ಕೋಟಿ ರೂ.ಗಳಷ್ಟು ಹಣ ಪಡೆದು ಅಭಿವೃದ್ಧಿ ಯೋಜನೆಗಳನ್ನು ಉದ್ಘಾಟಿಸುತ್ತಿರುವ ಕುರಿತು ಪ್ರಶ್ನಿಸಿದ ಅವರು, ಇವು ಕೇವಲ ಕಾಂಗ್ರೆಸ್ ಸರ್ಕಾರದ ಬಳಿ ಹಾಳಾಗಿವೆ [364,513,529,604]
page-number: ಪುಟ-03 [869,37,915,53]
headline-line: ಹೋಗೋಣ :ಮಾಜಿ ಸಚಿವ ಕೆ.ಎನ್.ರಾಜಣ್ಣ [145,995,575,1031]
text-run: ಕಾವೇರಿ ನಿವಾಸದಲ್ಲಿ ಸಿಎಂ ಸಿದ್ದರಾಮಯ್ಯ ಅವರನ್ನು ಭೇಟಿ ಮಾಡಿದ ಬಳಿಕ ಶಾಸಕ ಎ.ಎಸ್ ಪೊನ್ನಣ್ಣ [562,1420,732,1457]
divider [25,958,695,959]
article-text: ನಾಯಕತ್ವ ಗೊಂದಲ ಬಗೆಹರಿಯದಿದ್ದರೆ ವಿಧಾನಸಭೆ ವಿಸರ್ಜಿಸಿ ಡಿ.ಕೆ.ಶಿವಕುಮಾರ್ ನೇತೃತ್ವದಲ್ಲೇ ಚುನಾವಣೆಗೆ ಹೋಗೋಣ, ಚುನಾವಣೆಯಲ್ಲಿ ಗೆದ್ದ ನಂತರ ಡಿಕೆ ಶಿವಕುಮಾರ್ 5 ವರ್ಷ ಮುಖ್ಯಮಂತ್ರಿಯಾಗಲಿ ಎಂದು ಶಾಸಕ ಕೆ.ಎನ್.ರಾಜಣ್ಣ ಮಾರ್ಮಿಕವಾಗಿ ನುಡಿದಿದ್ದಾರೆ. ಚಿಕ್ಕನಾಯಕನಹಳ್ಳಿಯಲ್ಲಿ ಸುದ್ದಿಗಾರರೊಂದಿಗೆ ಮಾತನಾಡಿದ ಅವರು, ಕಾಂಗ್ರೆಸ್ ಹೈಕಮಾಂಡ್ ಸಭೆಯಲ್ಲಿ ಸಿದ್ದರಾಮಯ್ಯ ಅವರನ್ನು ಆಯ್ಕೆ [25,1071,193,1162]
article-text: ಪಕ್ಷದಿಂದ ಹೊರಬಂದು ಬಿಜೆಪಿಗೆ ಬಾಹ್ಯ ಬೆಂಬಲ ಕೊಟ್ಟರೆ ಒಪ್ಪುತ್ತೇವೆ. ಆದರೆ, ಅವರನ್ನು ಮುಖ್ಯಮಂತ್ರಿ ಮಾಡುತ್ತೇವೆ ಎಂದರೆ [197,601,357,638]
article-text: ಬೆಂಗಳೂರಿನ ಗುಂಡಿಗಳನ್ನು ಮುಚ್ಚುತ್ತೇವೆ ಎಂದು ವ್ಯಂಗ್ಯವಾಡಿದರು. ಕಾಂಗ್ರೆಸ್ ಆಡಳಿತ ಸತ್ತು ಹೋಗಿದೆ. ರಾಜ್ಯದ ಜನರು ಕಂಗಾಲಾಗಿದ್ದಾರೆ. ಮೆಕ್ಕೆಜೋಳ ಖರೀದಿ ಕೇಂದ್ರ ತೆರೆಯುವಲ್ಲಿ ಸರ್ಕಾರದ ರೈತರ ಹಲವು ಸಮಸ್ಯೆಗಳಿವೆ. ಅವುಗಳ ಪರಿಹಾರಕ್ಕೆ ಸರ್ಕಾರ ಮುಂದಾಗುತ್ತಿಲ್ಲ. ಆದ್ದರಿಂದ ಈ ಸರ್ಕಾರ ಇರಬಾರದು ಎಂದು ತಿಳಿಸಿದರು. [533,513,695,591]
byline: ಪ್ರಜಾ ನಾಯಕ ಬೆಂಗಳೂರು [25,1290,99,1300]
article-text: ನಿಯಮ(4)ರ ಪ್ರಕಾರ ಯಾವುದೇ ವ್ಯಕ್ತಿ ಜಾತಿ ಪ್ರಮಾಣಪತ್ರಕ್ಕೆ ಸಂಬಂಧಿಸಿದಂತೆ ಜಿಲ್ಲಾ ಜಾತಿ ಪರಿಶೀಲನಾ ಸಮಿತಿ ತನಿಖೆ ನಡೆಸಲು ಸೂಚಿಸಿದರೆ ಮಾತ್ರವೇ ನಾಗರಿಕ ಹಕ್ಕುಗಳ ಜಾರಿ ಘಟಕ ಅದನ್ನು ಕಾರ್ಯಗತಗೊಳಿಸಬೇಕು. ಅರ್ಜಿಯನ್ನು ಪುರಸ್ಕರಿಸಿದ ನ್ಯಾಯಪೀಠ, 'ಹೊಸದಾಗಿ ಅರ್ಜಿಗೆ ಅಧಿಕೃತ ಪ್ರಯೋಜನಗಳನ್ನು ತಡೆಹಿಡಿದಿದ್ದರೆ ಅವುಗಳನ್ನು ಬಿಡುಗಡೆ ಮಾಡಬೇಕು. ಆದರೆ, ಅರ್ಜಿದಾರರ ಕುಟುಂಬದ ಸದಸ್ಯರು ಪರಿಶಿಷ್ಟ ಜಾತಿ ಅಥವಾ ಪಂಗಡಕ್ಕೆ ಸೇರಿದ್ದವರು ಎಂದು ಹೇಳಿಕೊಂಡು ಯಾವುದೇ ಸೌಲಭ್ಯಗಳನ್ನು ಪಡೆದುಕೊಳ್ಳಲು ಅರ್ಜಿದಾರರ ಜಾತಿ ಪ್ರಮಾಣಪತ್ರವನ್ನು ಬಳಕೆ ಮಾಡಲು ಅವಕಾಶವಿಲ್ಲ' ಎಂದು ಆದೇಶಿಸಿದೆ. ಅರ್ಜಿದಾರರ ಪರ ಹೈಕೋರ್ಟ್ ವಕೀಲರಾದ ಬಿ.ಪಿ.ಬಸವರಾಜ್ ಮತ್ತು ಜಿ.ಕೆ.ಪಿರೇಗೌಡರ ವಾದ ಮಂಡಿಸಿದ್ದರು. [530,701,695,872]
article-3-col-1 [25,705,193,955]
